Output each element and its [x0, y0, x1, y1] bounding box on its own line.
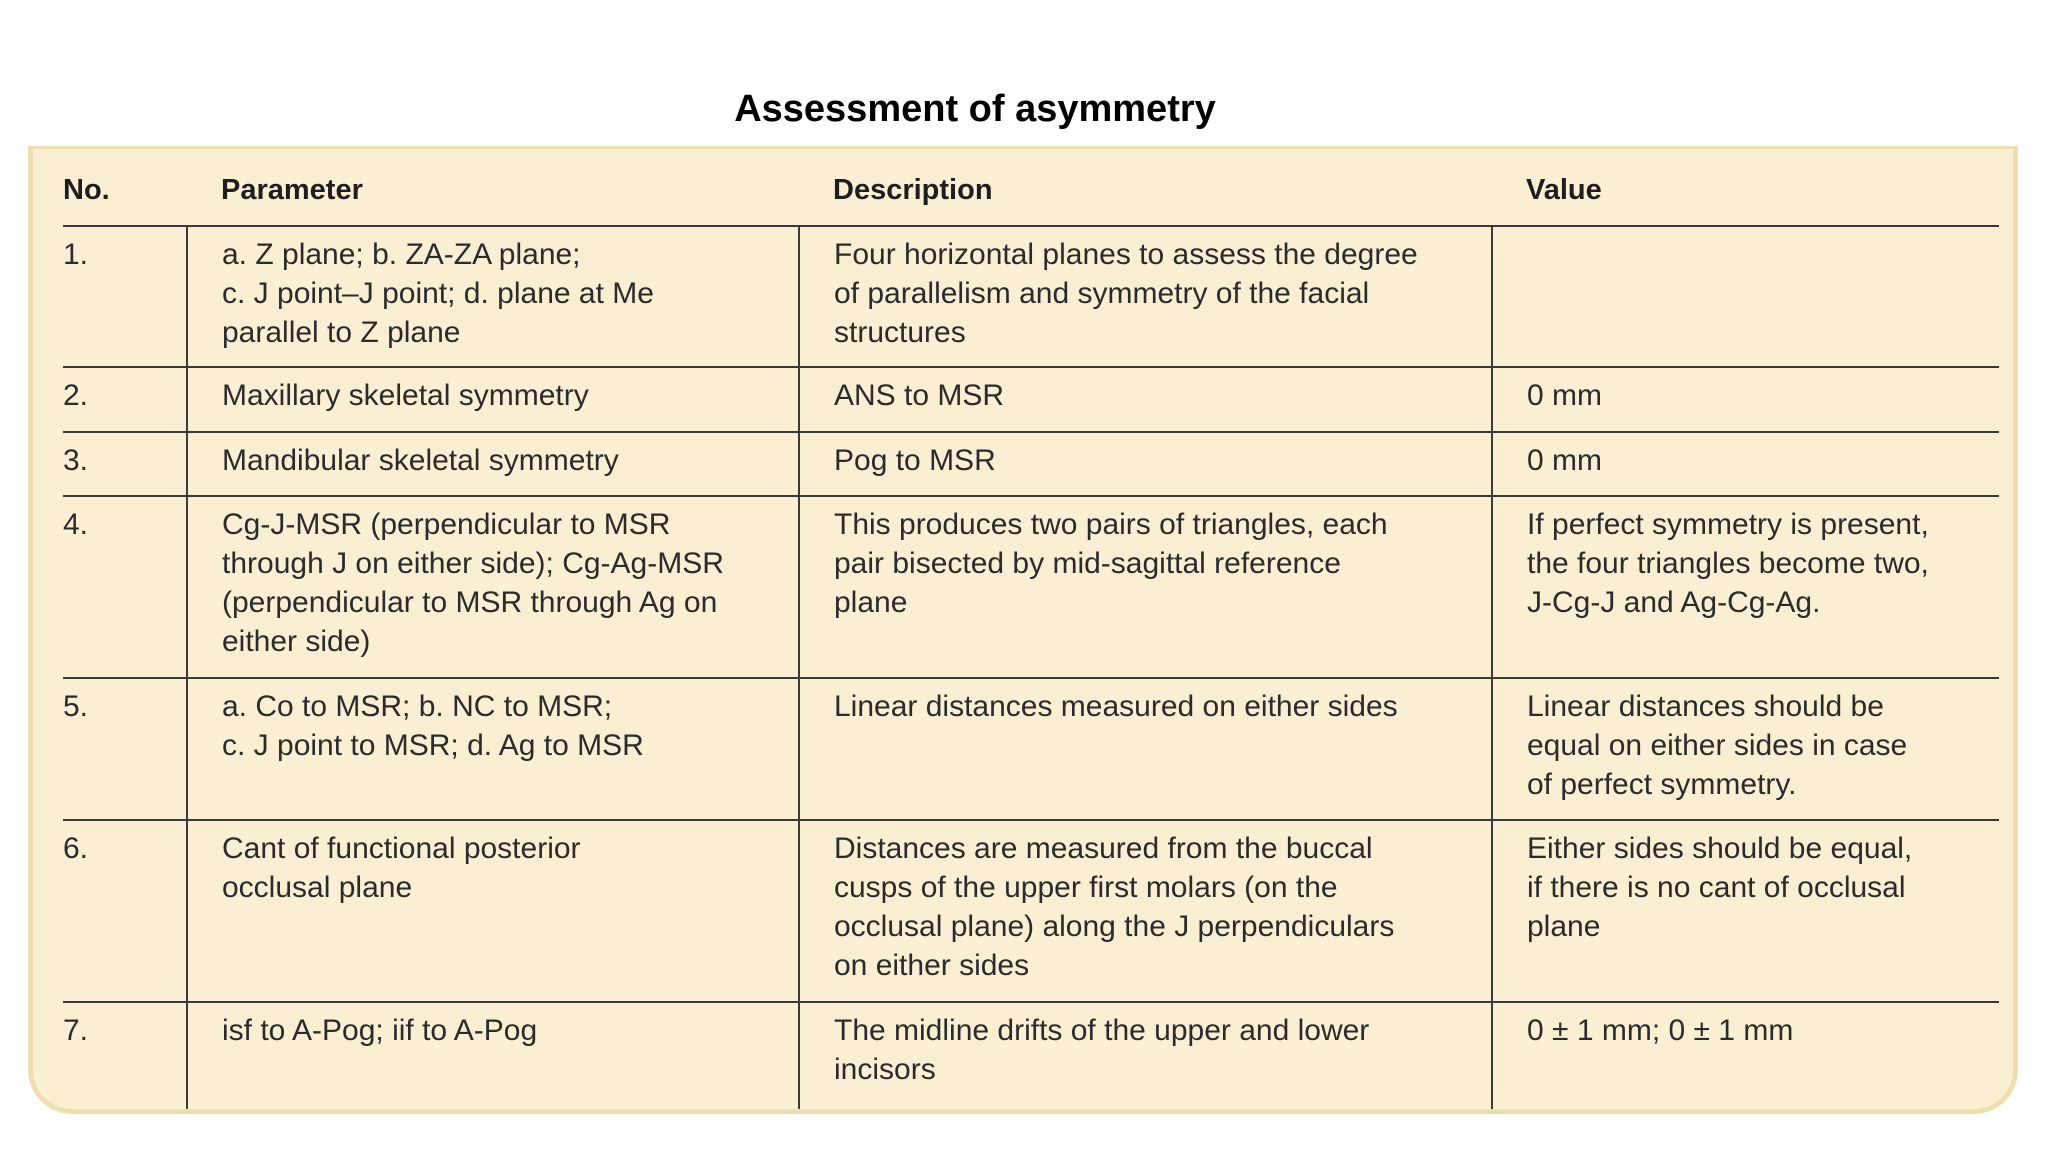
cell-parameter-line: c. J point–J point; d. plane at Me — [222, 277, 654, 310]
cell-description-line: incisors — [834, 1053, 936, 1086]
cell-parameter-line: Mandibular skeletal symmetry — [222, 444, 619, 477]
cell-parameter — [187, 820, 799, 1002]
cell-parameter — [187, 226, 799, 367]
cell-value — [1492, 432, 1999, 496]
cell-parameter-line: Cg-J-MSR (perpendicular to MSR — [222, 508, 671, 541]
cell-description-line: structures — [834, 316, 966, 349]
cell-description-line: Distances are measured from the buccal — [834, 832, 1373, 865]
cell-description — [799, 1002, 1492, 1114]
cell-value-line: Linear distances should be — [1527, 690, 1884, 723]
cell-value-line: 0 mm — [1527, 379, 1602, 412]
cell-value-line: plane — [1527, 910, 1601, 943]
cell-parameter-line: a. Co to MSR; b. NC to MSR; — [222, 690, 613, 723]
cell-parameter-line: through J on either side); Cg-Ag-MSR — [222, 547, 724, 580]
table-panel — [28, 146, 2018, 1114]
cell-value-line: 0 ± 1 mm; 0 ± 1 mm — [1527, 1014, 1794, 1047]
cell-parameter-line: Maxillary skeletal symmetry — [222, 379, 589, 412]
cell-value — [1492, 678, 1999, 820]
cell-parameter-line: (perpendicular to MSR through Ag on — [222, 586, 718, 619]
cell-no: 7. — [63, 1014, 89, 1047]
cell-description-line: plane — [834, 586, 908, 619]
cell-value-line: the four triangles become two, — [1527, 547, 1929, 580]
cell-description-line: This produces two pairs of triangles, each — [834, 508, 1388, 541]
cell-no: 1. — [63, 226, 187, 367]
cell-no: 3. — [63, 432, 187, 496]
cell-description-line: of parallelism and symmetry of the facial — [834, 277, 1370, 310]
header-no: No. — [63, 149, 187, 226]
cell-value-line: 0 mm — [1527, 444, 1602, 477]
cell-parameter-line: a. Z plane; b. ZA-ZA plane; — [222, 238, 581, 271]
header-value: Value — [1492, 149, 1999, 226]
cell-value — [1492, 367, 1999, 432]
header-row — [63, 149, 1999, 226]
cell-parameter — [187, 367, 799, 432]
cell-no: 5. — [63, 678, 187, 820]
table-row — [63, 432, 1999, 496]
cell-description — [799, 496, 1492, 678]
cell-value — [1492, 820, 1999, 1002]
table-body — [63, 226, 1999, 1114]
cell-description-line: cusps of the upper first molars (on the — [834, 871, 1338, 904]
asymmetry-table — [63, 149, 1999, 1114]
cell-no: 2. — [63, 367, 187, 432]
cell-value-line: If perfect symmetry is present, — [1527, 508, 1929, 541]
cell-description-line: on either sides — [834, 949, 1030, 982]
cell-parameter-line: either side) — [222, 625, 371, 658]
cell-description-line: The midline drifts of the upper and lower — [834, 1014, 1370, 1047]
cell-description-line: pair bisected by mid-sagittal reference — [834, 547, 1341, 580]
cell-description-line: Pog to MSR — [834, 444, 996, 477]
table-row — [63, 226, 1999, 367]
cell-description — [799, 367, 1492, 432]
cell-description — [799, 820, 1492, 1002]
cell-parameter-line: c. J point to MSR; d. Ag to MSR — [222, 729, 644, 762]
cell-description-line: occlusal plane) along the J perpendiculars — [834, 910, 1395, 943]
cell-value-line: equal on either sides in case — [1527, 729, 1908, 762]
cell-description — [799, 432, 1492, 496]
cell-value-line: J-Cg-J and Ag-Cg-Ag. — [1527, 586, 1821, 619]
table-row — [63, 496, 1999, 678]
cell-no: 6. — [63, 820, 187, 1002]
table-row — [63, 1002, 1999, 1114]
cell-description — [799, 226, 1492, 367]
cell-parameter-line: Cant of functional posterior — [222, 832, 581, 865]
cell-value-line: if there is no cant of occlusal — [1527, 871, 1906, 904]
cell-description-line: Linear distances measured on either sides — [834, 690, 1398, 723]
cell-value-line: of perfect symmetry. — [1527, 768, 1797, 801]
table-row — [63, 820, 1999, 1002]
cell-parameter — [187, 678, 799, 820]
cell-parameter — [187, 432, 799, 496]
cell-value — [1492, 496, 1999, 678]
cell-parameter — [187, 496, 799, 678]
header-parameter: Parameter — [187, 149, 799, 226]
cell-value — [1492, 226, 1999, 367]
table-row — [63, 678, 1999, 820]
cell-no: 4. — [63, 496, 187, 678]
table-row — [63, 367, 1999, 432]
cell-parameter-line: parallel to Z plane — [222, 316, 461, 349]
cell-parameter-line: occlusal plane — [222, 871, 413, 904]
cell-value-line: Either sides should be equal, — [1527, 832, 1913, 865]
cell-description-line: Four horizontal planes to assess the degree — [834, 238, 1418, 271]
header-description: Description — [799, 149, 1492, 226]
cell-description — [799, 678, 1492, 820]
cell-parameter — [187, 1002, 799, 1114]
cell-description-line: ANS to MSR — [834, 379, 1005, 412]
cell-parameter-line: isf to A-Pog; iif to A-Pog — [222, 1014, 538, 1047]
cell-value — [1492, 1002, 1999, 1114]
document-title: Assessment of asymmetry — [734, 88, 1216, 130]
